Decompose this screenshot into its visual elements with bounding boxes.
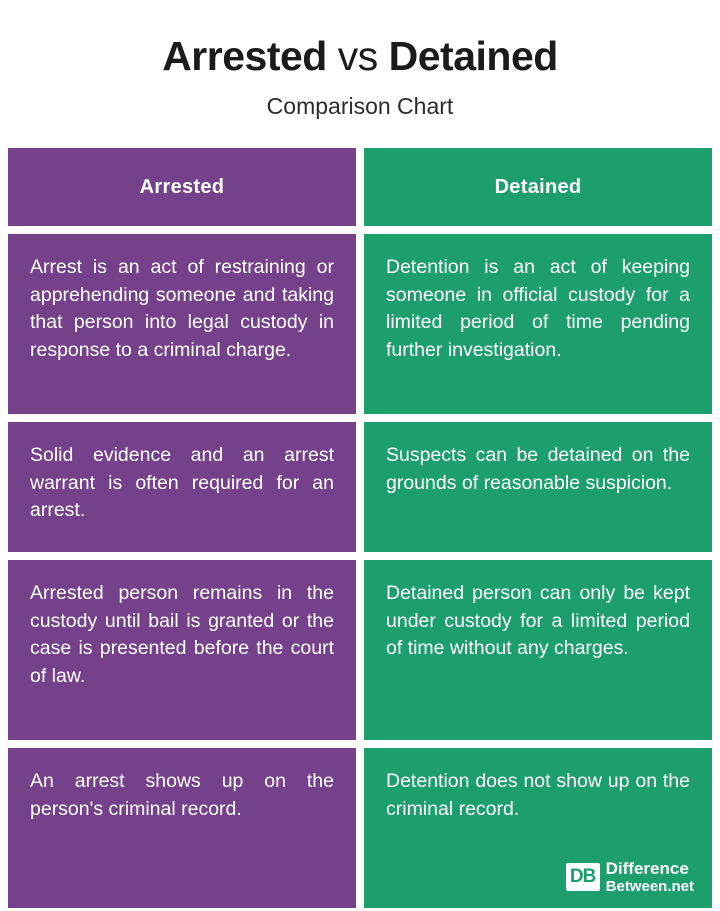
- chart-header: [0, 0, 720, 120]
- table-row: Detention is an act of keeping someone in official custody for a limited period of time pending further investigation.: [364, 234, 712, 414]
- title-term-right: Detained: [388, 33, 558, 79]
- column-header-detained: Detained: [364, 148, 712, 226]
- logo-line-1: Difference: [605, 859, 689, 879]
- comparison-table: [8, 148, 712, 908]
- logo-wordmark: [606, 860, 694, 894]
- table-cell-text: Detention does not show up on the criminal record.: [386, 770, 690, 820]
- difference-between-logo: [566, 860, 694, 894]
- table-row: Arrest is an act of restraining or apprehending someone and taking that person into legal custody in response to a criminal charge.: [8, 234, 356, 414]
- db-monogram-icon: DB: [566, 863, 600, 891]
- table-row: Arrested person remains in the custody until bail is granted or the case is presented before the court of law.: [8, 560, 356, 740]
- page-subtitle: Comparison Chart: [266, 93, 454, 120]
- title-vs: vs: [337, 33, 378, 79]
- table-row: An arrest shows up on the person's criminal record.: [8, 748, 356, 908]
- title-term-left: Arrested: [162, 33, 327, 79]
- table-row: Solid evidence and an arrest warrant is often required for an arrest.: [8, 422, 356, 552]
- column-arrested: [8, 148, 356, 908]
- table-row: Detained person can only be kept under custody for a limited period of time without any charges.: [364, 560, 712, 740]
- column-detained: [364, 148, 712, 908]
- column-header-arrested: Arrested: [8, 148, 356, 226]
- logo-line-2: Between.net: [605, 878, 694, 896]
- table-row: Suspects can be detained on the grounds of reasonable suspicion.: [364, 422, 712, 552]
- table-row: [364, 748, 712, 908]
- page-title: [0, 34, 720, 79]
